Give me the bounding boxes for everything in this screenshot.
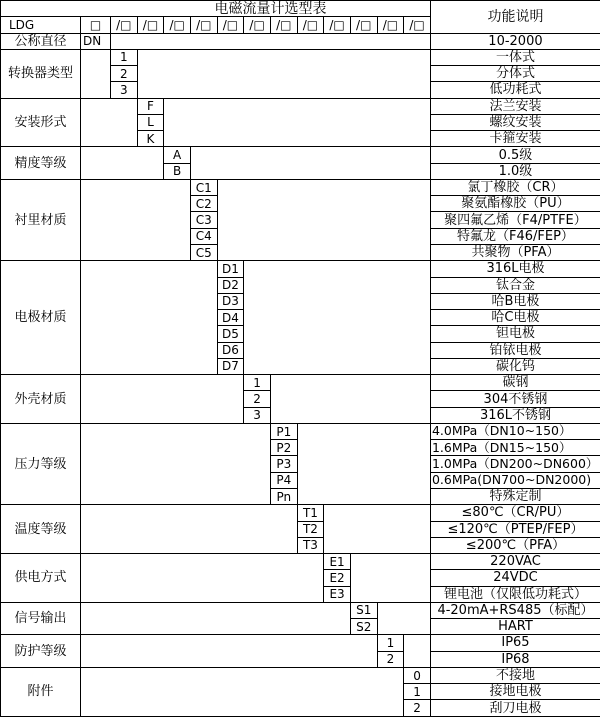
option-desc: ≤200℃（PFA）: [430, 537, 600, 553]
spacer-cell: [81, 49, 111, 98]
slash-checkbox-icon: /□: [137, 17, 164, 33]
option-code: C5: [190, 244, 217, 260]
group-label-temperature: 温度等级: [1, 505, 81, 554]
option-desc: 碳化钨: [430, 358, 600, 374]
group-label-accessories: 附件: [1, 667, 81, 716]
option-desc: ≤120℃（PTEP/FEP）: [430, 521, 600, 537]
option-code: A: [164, 147, 191, 163]
spacer-cell: [81, 261, 218, 375]
spacer-cell: [81, 667, 404, 716]
option-desc: ≤80℃（CR/PU）: [430, 505, 600, 521]
diameter-label: 公称直径: [1, 33, 81, 49]
option-code: 2: [377, 651, 404, 667]
diameter-desc: 10-2000: [430, 33, 600, 49]
option-code: C4: [190, 228, 217, 244]
option-code: S1: [350, 602, 377, 618]
option-desc: 钛合金: [430, 277, 600, 293]
option-desc: 聚氨酯橡胶（PU）: [430, 196, 600, 212]
slash-checkbox-icon: /□: [377, 17, 404, 33]
option-desc: 316L不锈钢: [430, 407, 600, 423]
option-desc: 不接地: [430, 667, 600, 683]
option-desc: 共聚物（PFA）: [430, 244, 600, 260]
spacer-cell: [217, 179, 430, 260]
group-label-housing: 外壳材质: [1, 375, 81, 424]
spacer-cell: [270, 375, 430, 424]
slash-checkbox-icon: /□: [244, 17, 271, 33]
option-desc: 特殊定制: [430, 488, 600, 504]
option-desc: 24VDC: [430, 570, 600, 586]
group-label-converter-type: 转换器类型: [1, 49, 81, 98]
group-label-signal-output: 信号输出: [1, 602, 81, 635]
group-label-pressure: 压力等级: [1, 423, 81, 504]
slash-checkbox-icon: /□: [297, 17, 324, 33]
spacer-cell: [164, 98, 431, 147]
group-label-electrode: 电极材质: [1, 261, 81, 375]
option-code: P4: [270, 472, 297, 488]
slash-checkbox-icon: /□: [217, 17, 244, 33]
option-desc: 螺纹安装: [430, 114, 600, 130]
option-code: P2: [270, 440, 297, 456]
option-code: T2: [297, 521, 324, 537]
spacer-cell: [350, 554, 430, 603]
table-title: 电磁流量计选型表: [1, 1, 431, 17]
option-code: F: [137, 98, 164, 114]
option-code: 1: [404, 684, 431, 700]
option-desc: 一体式: [430, 49, 600, 65]
option-desc: 1.6MPa（DN15~150）: [430, 440, 600, 456]
option-code: C3: [190, 212, 217, 228]
option-code: B: [164, 163, 191, 179]
option-desc: 特氟龙（F46/FEP）: [430, 228, 600, 244]
option-desc: 钽电极: [430, 326, 600, 342]
spacer-cell: [111, 33, 431, 49]
spacer-cell: [81, 179, 191, 260]
option-desc: 1.0MPa（DN200~DN600）: [430, 456, 600, 472]
spacer-cell: [297, 423, 430, 504]
spacer-cell: [81, 554, 324, 603]
slash-checkbox-icon: /□: [190, 17, 217, 33]
spacer-cell: [81, 147, 164, 180]
option-code: 1: [111, 49, 138, 65]
spacer-cell: [81, 602, 351, 635]
option-desc: 氯丁橡胶（CR）: [430, 179, 600, 195]
option-desc: IP68: [430, 651, 600, 667]
option-desc: IP65: [430, 635, 600, 651]
spacer-cell: [81, 423, 271, 504]
spacer-cell: [244, 261, 431, 375]
option-code: D5: [217, 326, 244, 342]
group-label-power-supply: 供电方式: [1, 554, 81, 603]
option-desc: 碳钢: [430, 375, 600, 391]
option-desc: 1.0级: [430, 163, 600, 179]
group-label-protection: 防护等级: [1, 635, 81, 668]
slash-checkbox-icon: /□: [270, 17, 297, 33]
option-code: 2: [111, 66, 138, 82]
option-code: E1: [324, 554, 351, 570]
option-code: D6: [217, 342, 244, 358]
group-label-installation: 安装形式: [1, 98, 81, 147]
spacer-cell: [190, 147, 430, 180]
option-code: E2: [324, 570, 351, 586]
spacer-cell: [81, 635, 378, 668]
option-code: C2: [190, 196, 217, 212]
spacer-cell: [81, 505, 298, 554]
option-code: D1: [217, 261, 244, 277]
option-desc: 4-20mA+RS485（标配）: [430, 602, 600, 618]
option-desc: 哈B电极: [430, 293, 600, 309]
slash-checkbox-icon: /□: [350, 17, 377, 33]
option-desc: 220VAC: [430, 554, 600, 570]
option-code: P3: [270, 456, 297, 472]
option-code: Pn: [270, 488, 297, 504]
option-code: D7: [217, 358, 244, 374]
option-desc: 0.5级: [430, 147, 600, 163]
spacer-cell: [404, 635, 431, 668]
option-desc: 分体式: [430, 66, 600, 82]
option-code: D4: [217, 310, 244, 326]
option-code: 2: [404, 700, 431, 716]
option-desc: 4.0MPa（DN10~150）: [430, 423, 600, 439]
model-prefix: LDG: [1, 17, 81, 33]
spacer-cell: [81, 98, 138, 147]
option-desc: 铂铱电极: [430, 342, 600, 358]
option-desc: 法兰安装: [430, 98, 600, 114]
option-desc: 316L电极: [430, 261, 600, 277]
option-desc: HART: [430, 619, 600, 635]
option-code: T3: [297, 537, 324, 553]
option-code: K: [137, 131, 164, 147]
option-code: T1: [297, 505, 324, 521]
option-desc: 低功耗式: [430, 82, 600, 98]
option-code: 3: [111, 82, 138, 98]
option-desc: 0.6MPa(DN700~DN2000): [430, 472, 600, 488]
option-code: P1: [270, 423, 297, 439]
option-desc: 哈C电极: [430, 310, 600, 326]
slash-checkbox-icon: /□: [404, 17, 431, 33]
option-code: 1: [244, 375, 271, 391]
option-code: C1: [190, 179, 217, 195]
option-desc: 卡箍安装: [430, 131, 600, 147]
option-desc: 聚四氟乙烯（F4/PTFE）: [430, 212, 600, 228]
spacer-cell: [377, 602, 430, 635]
option-code: D3: [217, 293, 244, 309]
option-code: 1: [377, 635, 404, 651]
option-desc: 304不锈钢: [430, 391, 600, 407]
option-desc: 接地电极: [430, 684, 600, 700]
option-code: 0: [404, 667, 431, 683]
group-label-accuracy: 精度等级: [1, 147, 81, 180]
diameter-row: [1, 33, 600, 49]
slash-checkbox-icon: /□: [324, 17, 351, 33]
spacer-cell: [81, 375, 244, 424]
option-code: 3: [244, 407, 271, 423]
option-desc: 锂电池（仅限低功耗式）: [430, 586, 600, 602]
slash-checkbox-icon: /□: [164, 17, 191, 33]
checkbox-icon: □: [81, 17, 111, 33]
spacer-cell: [137, 49, 430, 98]
slash-checkbox-icon: /□: [111, 17, 138, 33]
function-header: 功能说明: [430, 1, 600, 34]
option-code: L: [137, 114, 164, 130]
option-code: D2: [217, 277, 244, 293]
spacer-cell: [324, 505, 431, 554]
group-label-lining: 衬里材质: [1, 179, 81, 260]
option-code: 2: [244, 391, 271, 407]
option-code: E3: [324, 586, 351, 602]
diameter-code: DN: [81, 33, 111, 49]
option-desc: 刮刀电极: [430, 700, 600, 716]
option-code: S2: [350, 619, 377, 635]
